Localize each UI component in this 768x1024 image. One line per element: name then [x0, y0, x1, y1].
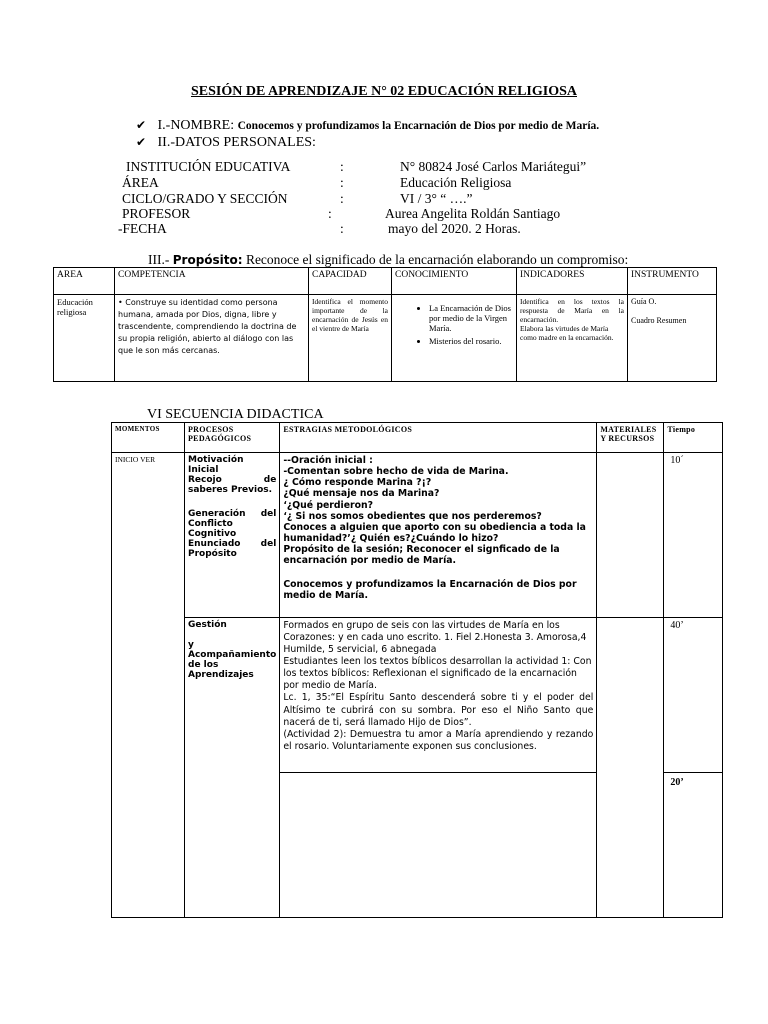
datos-label: II.-DATOS PERSONALES: [157, 135, 316, 150]
competencias-table [53, 267, 717, 382]
table-row [112, 618, 723, 773]
nombre-line [136, 118, 599, 134]
dato-sep: : [328, 206, 332, 221]
estrategia-line: Conocemos y profundizamos la Encarnación de Dios por medio de María. [283, 578, 577, 601]
list-item: • La Encarnación de Dios por medio de la Virgen María. [429, 303, 513, 333]
datos-heading [136, 135, 316, 151]
dato-value: mayo del 2020. 2 Horas. [388, 221, 521, 236]
estrategia-line: Propósito de la sesión; Reconocer el signficado de la encarnación por medio de María. [283, 544, 560, 567]
dato-value: N° 80824 José Carlos Mariátegui” [400, 159, 587, 174]
cell-tiempo: 20’ [664, 773, 723, 918]
cell-indicadores [517, 295, 628, 382]
cell-procesos [185, 453, 280, 618]
proposito-text: Reconoce el significado de la encarnación elaborando un compromiso: [245, 252, 629, 267]
cell-estrategias-empty [280, 773, 597, 918]
bullet-icon: • [118, 298, 123, 307]
dato-label: INSTITUCIÓN EDUCATIVA [126, 159, 291, 174]
proposito-bold: Propósito: [172, 253, 243, 267]
instrumento-text: Cuadro Resumen [631, 316, 687, 325]
proposito-line [148, 252, 628, 268]
dato-value: Educación Religiosa [400, 175, 512, 190]
dato-label: CICLO/GRADO Y SECCIÓN [122, 191, 288, 206]
table-header-row [54, 268, 717, 295]
cell-estrategias [280, 618, 597, 773]
cell-tiempo: 10´ [664, 453, 723, 618]
estrategia-line: Formados en grupo de seis con las virtudes de María en los Corazones: y en cada uno escrito. 1. Fiel 2.Honesta 3. Amorosa,4 Humilde, 5 servicial, 6 abnegada [283, 620, 587, 656]
estrategia-line: ¿Qué mensaje nos da Marina? [283, 488, 440, 500]
dato-value: Aurea Angelita Roldán Santiago [385, 206, 561, 221]
nombre-value: Conocemos y profundizamos la Encarnación de Dios por medio de María. [237, 120, 600, 132]
dato-label: ÁREA [122, 175, 159, 190]
indicador-text: Elabora las virtudes de María como madre en la encarnación. [520, 324, 614, 342]
header-conocimiento: CONOCIMIENTO [392, 268, 517, 295]
cell-instrumento [628, 295, 717, 382]
header-estrategias: ESTRAGIAS METODOLÓGICOS [280, 423, 597, 453]
proceso-item: Gestión [188, 620, 227, 630]
dato-label: PROFESOR [122, 206, 191, 221]
estrategia-line: Estudiantes leen los textos bíblicos desarrollan la actividad 1: Con los textos bíblicos: Reflexionan el significado de la encarnación por medio de María. [283, 656, 592, 692]
proceso-item: Generación del Conflicto Cognitivo [188, 509, 277, 539]
indicador-text: Identifica en los textos la respuesta de María en la encarnación. [520, 297, 624, 324]
cell-conocimiento [392, 295, 517, 382]
dato-sep: : [340, 175, 344, 190]
list-item: • Misterios del rosario. [429, 336, 513, 346]
estrategia-line: ¿ Cómo responde Marina ?¡? [283, 477, 432, 489]
checkmark-icon: ✔ [136, 135, 147, 149]
cell-procesos [185, 618, 280, 918]
cell-tiempo: 40’ [664, 618, 723, 773]
header-competencia: COMPETENCIA [115, 268, 309, 295]
page-title: SESIÓN DE APRENDIZAJE N° 02 EDUCACIÓN RELIGIOSA [190, 84, 577, 99]
estrategia-line: -Comentan sobre hecho de vida de Marina. [283, 466, 509, 478]
header-indicadores: INDICADORES [517, 268, 628, 295]
header-momentos: MOMENTOS [112, 423, 185, 453]
estrategia-line: ‘¿Qué perdieron? [283, 499, 373, 511]
proposito-label: III.- [148, 252, 170, 267]
cell-area: Educación religiosa [54, 295, 115, 382]
header-materiales: MATERIALES Y RECURSOS [597, 423, 664, 453]
cell-competencia: • Construye su identidad como persona humana, amada por Dios, digna, libre y trascendente, comprendiendo la doctrina de su propia religión, abierto al diálogo con las que le son más cercanas. [115, 295, 309, 382]
cell-momento: INICIO VER [112, 453, 185, 918]
estrategia-line: --Oración inicial : [283, 455, 373, 466]
secuencia-table [111, 422, 723, 918]
table-header-row [112, 423, 723, 453]
estrategia-line [283, 567, 593, 579]
table-row [54, 295, 717, 382]
cell-estrategias [280, 453, 597, 618]
header-instrumento: INSTRUMENTO [628, 268, 717, 295]
header-procesos: PROCESOS PEDAGÓGICOS [185, 423, 280, 453]
proceso-item: Recojo de saberes Previos. [188, 475, 277, 495]
secuencia-title: VI SECUENCIA DIDACTICA [147, 407, 324, 422]
header-capacidad: CAPACIDAD [309, 268, 392, 295]
estrategia-line: Conoces a alguien que aporto con su obediencia a toda la humanidad?’¿ Quién es?¿Cuándo lo hizo? [283, 521, 586, 545]
proceso-item: Motivación Inicial [188, 455, 244, 475]
cell-materiales [597, 618, 664, 918]
cell-materiales [597, 453, 664, 618]
dato-value: VI / 3° “ ….” [400, 191, 473, 206]
table-row [112, 453, 723, 618]
estrategia-line: ‘¿ Si nos somos obedientes que nos perderemos? [283, 510, 542, 522]
estrategia-line: (Actividad 2): Demuestra tu amor a María aprendiendo y rezando el rosario. Voluntariamente exponen sus conclusiones. [283, 728, 594, 752]
header-area: AREA [54, 268, 115, 295]
cell-capacidad: Identifica el momento importante de la encarnación de Jesús en el vientre de María [309, 295, 392, 382]
dato-sep: : [340, 221, 344, 236]
header-tiempo: Tiempo [664, 423, 723, 453]
proceso-item: y Acompañamiento de los Aprendizajes [188, 640, 277, 680]
dato-label: -FECHA [118, 221, 167, 236]
dato-sep: : [340, 159, 344, 174]
estrategia-line: Lc. 1, 35:“El Espíritu Santo descenderá sobre ti y el poder del Altísimo te cubrirá con su sombra. Por eso el Niño Santo que nacerá de ti, será llamado Hijo de Dios”. [283, 692, 594, 728]
dato-sep: : [340, 191, 344, 206]
checkmark-icon: ✔ [136, 118, 147, 132]
proceso-item: Enunciado del Propósito [188, 539, 277, 559]
instrumento-text: Guía O. [631, 297, 657, 306]
nombre-label: I.-NOMBRE: [157, 118, 235, 133]
